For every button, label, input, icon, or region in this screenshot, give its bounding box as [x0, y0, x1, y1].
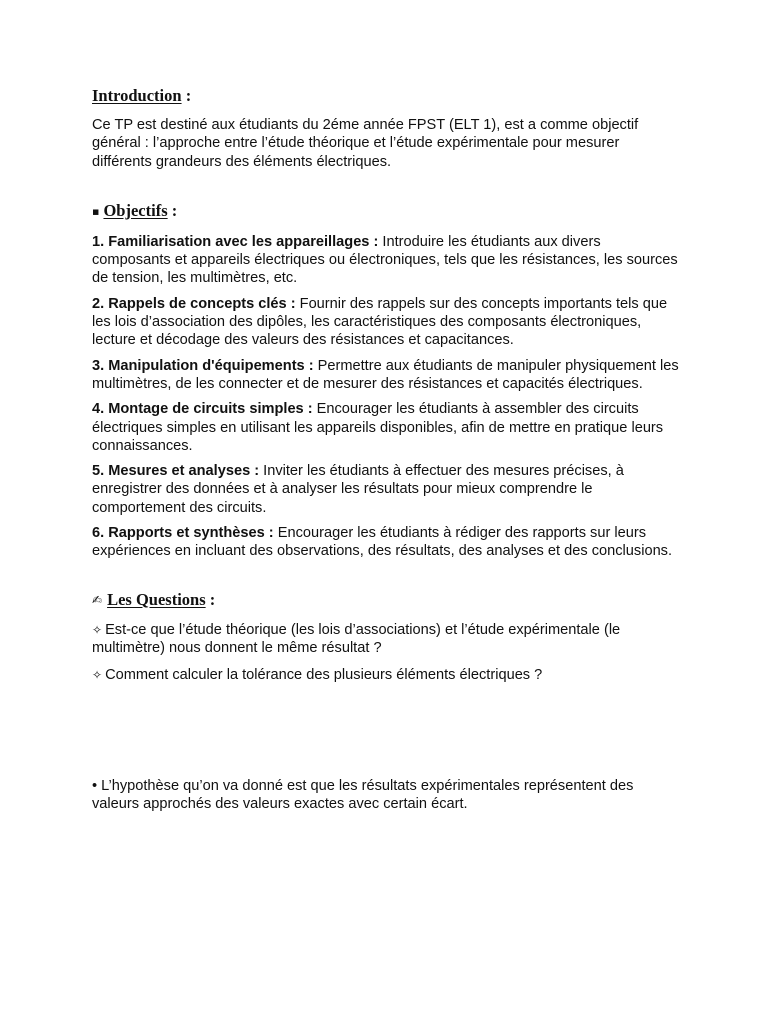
objectifs-heading	[92, 201, 682, 223]
introduction-paragraph: Ce TP est destiné aux étudiants du 2éme année FPST (ELT 1), est a comme objectif général : l’approche entre l’étude théorique et l’étude expérimentale pour mesurer différents grandeurs des éléments électriques.	[92, 117, 639, 170]
question-item	[92, 621, 682, 658]
objective-text: Introduire les étudiants aux divers composants et appareils électriques ou électroniques, tels que les résistances, les sources de tension, les multimètres, etc.	[92, 233, 678, 287]
question-item	[92, 666, 682, 684]
introduction-heading	[92, 86, 682, 106]
objective-text: Inviter les étudiants à effectuer des mesures précises, à enregistrer des données et à analyser les résultats pour mieux comprendre le comportement des circuits.	[92, 463, 624, 516]
square-bullet-icon: ▪	[92, 204, 100, 218]
objective-label: 5. Mesures et analyses :	[92, 463, 260, 480]
sparkle-bullet-icon: ✧	[92, 622, 103, 637]
objective-text: Encourager les étudiants à assembler des circuits électriques simples en utilisant les appareils disponibles, afin de mettre en pratique leurs connaissances.	[92, 401, 664, 454]
objective-label: 1. Familiarisation avec les appareillages :	[92, 233, 379, 250]
questions-colon: :	[205, 589, 216, 609]
objective-item	[92, 400, 682, 455]
objective-text: Encourager les étudiants à rédiger des rapports sur leurs expériences en incluant des observations, des résultats, des analyses et des conclusions.	[92, 525, 673, 560]
objectifs-title: Objectifs	[103, 200, 168, 220]
objective-item	[92, 295, 682, 350]
questions-heading	[92, 590, 682, 611]
objective-text: Fournir des rappels sur des concepts importants tels que les lois d’association des dipôles, les caractéristiques des composants électroniques, lecture et décodage des valeurs des résistances et capacitances.	[92, 295, 668, 349]
objective-item	[92, 357, 682, 394]
questions-title: Les Questions	[107, 589, 206, 609]
question-text: Est-ce que l’étude théorique (les lois d’associations) et l’étude expérimentale (le multimètre) nous donnent le même résultat ?	[92, 621, 621, 656]
introduction-colon: :	[181, 86, 192, 105]
introduction-title: Introduction	[92, 86, 182, 105]
objective-label: 2. Rappels de concepts clés :	[92, 295, 296, 312]
objective-label: 4. Montage de circuits simples :	[92, 401, 313, 418]
objective-label: 3. Manipulation d'équipements :	[92, 357, 314, 374]
document-body	[92, 86, 682, 813]
objective-text: Permettre aux étudiants de manipuler physiquement les multimètres, de les connecter et de mesurer des résistances et capacités électriques.	[92, 357, 679, 392]
sparkle-bullet-icon: ✧	[92, 668, 103, 683]
objective-item	[92, 462, 682, 517]
writing-hand-icon: ✍	[92, 592, 103, 607]
hypothesis-paragraph: • L’hypothèse qu’on va donné est que les résultats expérimentales représentent des valeurs approchés des valeurs exactes avec certain écart.	[92, 777, 634, 812]
objective-item	[92, 524, 682, 561]
objective-label: 6. Rapports et synthèses :	[92, 525, 274, 542]
objective-item	[92, 233, 682, 288]
question-text: Comment calculer la tolérance des plusieurs éléments électriques ?	[105, 667, 543, 684]
objectifs-colon: :	[167, 200, 178, 220]
